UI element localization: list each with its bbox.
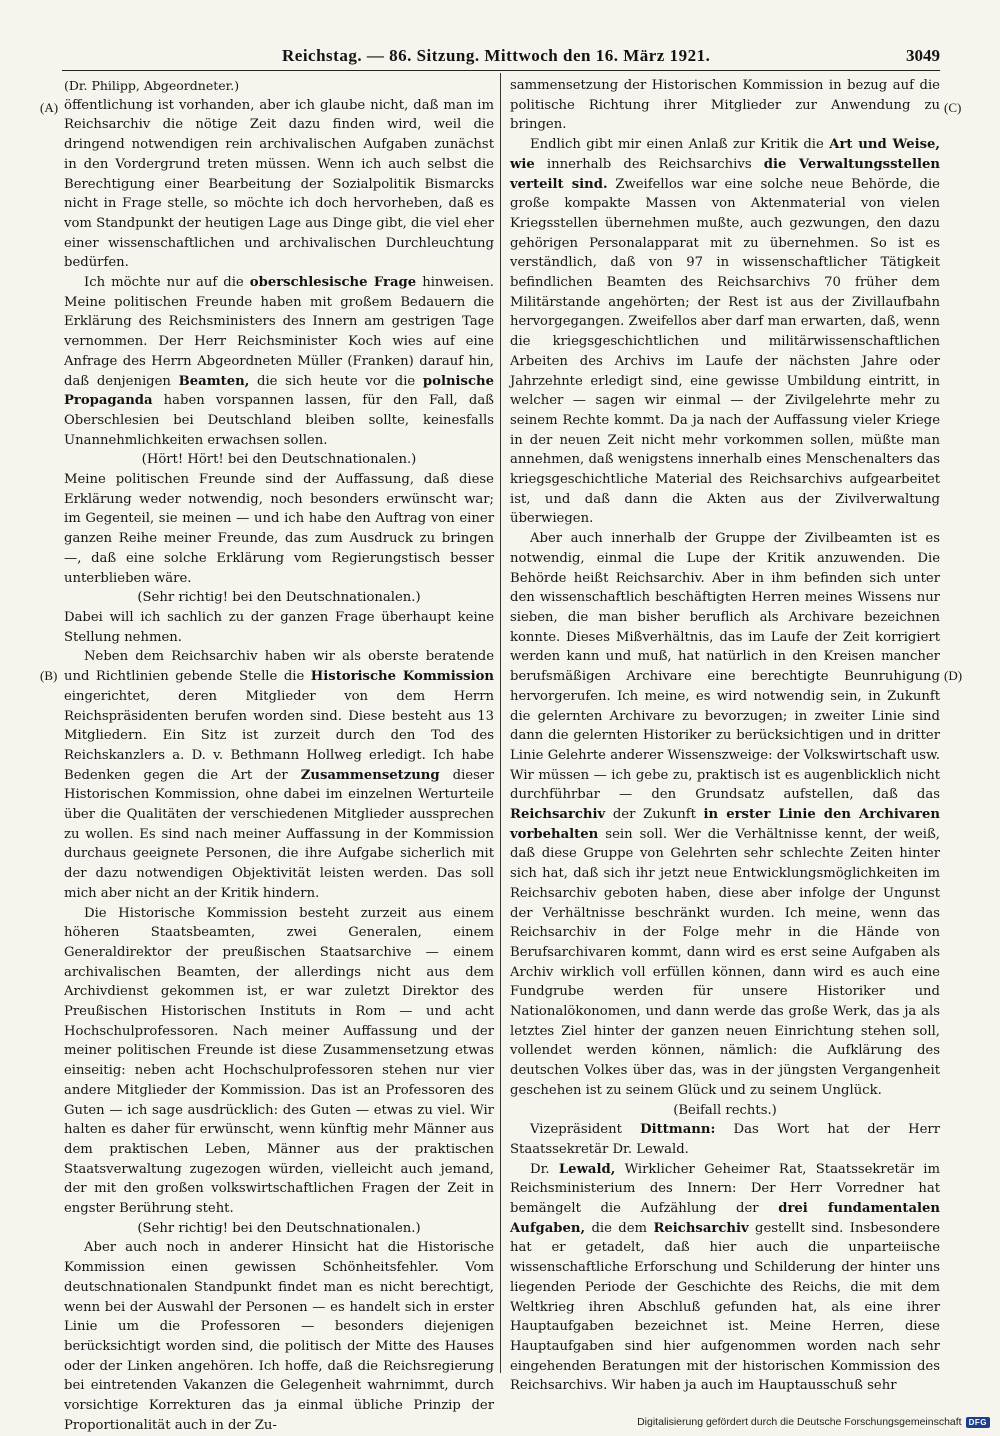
paragraph: öffentlichung ist vorhanden, aber ich glaube nicht, daß man im Reichsarchiv die nötige Zeit dazu finden wird, weil die dringend notwendigen rein archivalischen Aufgaben zunächst in den Vordergrund treten müssen. Wenn ich auch selbst die Berechtigung einer Bearbeitung der Sozialpolitik Bismarcks nicht in Frage stelle, so möchte ich doch hervorheben, daß es vom Standpunkt der heutigen Lage aus Dinge gibt, die viel eher einer wissenschaftlichen und archivalischen Durchleuchtung bedürfen. — [64, 97, 494, 271]
paragraph: Aber auch noch in anderer Hinsicht hat die Historische Kommission einen gewissen Schönheitsfehler. Vom deutschnationalen Standpunkt findet man es nicht berechtigt, wenn bei der Auswahl der Personen — es handelt sich in erster Linie um die Professoren — besonders diejenigen berücksichtigt worden sind, die politisch der Mitte des Hauses oder der Linken angehören. Ich hoffe, daß die Reichsregierung bei eintretenden Vakanzen die Gelegenheit wahrnimmt, durch vorsichtige Korrekturen das ja einmal übliche Prinzip der Proportionalität auch in der Zu- — [64, 1240, 494, 1433]
right-column — [510, 76, 940, 1396]
column-divider — [500, 73, 501, 1373]
paragraph: sammensetzung der Historischen Kommission in bezug auf die politische Richtung ihrer Mitglieder zur Anwendung zu bringen. — [510, 78, 940, 133]
footer-credit — [637, 1416, 990, 1428]
dfg-logo-icon: DFG — [966, 1417, 990, 1428]
header-rule — [62, 70, 940, 71]
paragraph: Neben dem Reichsarchiv haben wir als oberste beratende und Richtlinien gebende Stelle die Historische Kommission eingerichtet, deren Mitglieder von dem Herrn Reichspräsidenten berufen worden sind. Diese besteht aus 13 Mitgliedern. Ein Sitz ist zurzeit durch den Tod des Reichskanzlers a. D. v. Bethmann Hollweg erledigt. Ich habe Bedenken gegen die Art der Zusammensetzung dieser Historischen Kommission, ohne dabei im einzelnen Werturteile über die Qualitäten der verschiedenen Mitglieder aussprechen zu wollen. Es sind nach meiner Auffassung in der Kommission durchaus geeignete Personen, die ihre Aufgabe sicherlich mit der dazu notwendigen Objektivität leisten werden. Das soll mich aber nicht an der Kritik hindern. — [64, 649, 494, 901]
interjection: (Beifall rechts.) — [673, 1102, 777, 1118]
margin-marker-a: (A) — [40, 100, 59, 115]
header-title: Reichstag. — 86. Sitzung. Mittwoch den 16. März 1921. — [282, 46, 711, 65]
paragraph: Aber auch innerhalb der Gruppe der Zivilbeamten ist es notwendig, einmal die Lupe der Kritik anzuwenden. Die Behörde heißt Reichsarchiv. Aber in ihm befinden sich unter den wissenschaftlich beschäftigten Herren meines Wissens nur sieben, die man bisher beruflich als Archivare bezeichnen konnte. Dieses Mißverhältnis, das im Laufe der Zeit korrigiert werden kann und muß, hat natürlich in den Kreisen mancher berufsmäßigen Archivare eine berechtigte Beunruhigung hervorgerufen. Ich meine, es wird notwendig sein, in Zukunft die gelernten Archivare zu bevorzugen; in zweiter Linie sind dann die gelernten Historiker zu berücksichtigen und in dritter Linie Gelehrte anderer Wissenszweige: der Volkswirtschaft usw. Wir müssen — ich gebe zu, praktisch ist es augenblicklich nicht durchführbar — den Grundsatz aufstellen, daß das Reichsarchiv der Zukunft in erster Linie den Archivaren vorbehalten sein soll. Wer die Verhältnisse kennt, der weiß, daß diese Gruppe von Gelehrten sehr schlechte Zeiten hinter sich hat, daß sich ihr jetzt neue Entwicklungsmöglichkeiten im Reichsarchiv geboten haben, diese aber infolge der Ungunst der Verhältnisse beschränkt wurden. Ich meine, wenn das Reichsarchiv in der Folge mehr in die Hände von Berufsarchivaren kommt, dann wird es erst seine Aufgaben als Archiv wirklich voll erfüllen können, dann wird es auch eine Fundgrube werden für unsere Historiker und Nationalökonomen, und dann werde das große Werk, das ja als letztes Ziel hinter der ganzen neuen Einrichtung stehen soll, vollendet werden können, nämlich: die Aufklärung des deutschen Volkes über das, was in der jüngsten Vergangenheit geschehen ist zu seinem Glück und zu seinem Unglück. — [510, 531, 940, 1098]
paragraph: Dr. Lewald, Wirklicher Geheimer Rat, Staatssekretär im Reichsministerium des Innern: Der Herr Vorredner hat bemängelt die Aufzählung der drei fundamentalen Aufgaben, die dem Reichsarchiv gestellt sind. Insbesondere hat er getadelt, daß hier auch die unparteiische wissenschaftliche Erforschung und Schilderung der hinter uns liegenden Periode der Geschichte des Reichs, die mit dem Weltkrieg ihren Abschluß gefunden hat, als eine ihrer Hauptaufgaben bezeichnet ist. Meine Herren, diese Hauptaufgaben sind hier aufgenommen worden nach sehr eingehenden Beratungen mit der historischen Kommission des Reichsarchivs. Wir haben ja auch im Hauptausschuß sehr — [510, 1161, 941, 1394]
left-column — [64, 76, 494, 1436]
paragraph: Vizepräsident Dittmann: Das Wort hat der Herr Staatssekretär Dr. Lewald. — [510, 1122, 941, 1157]
paragraph: Endlich gibt mir einen Anlaß zur Kritik die Art und Weise, wie innerhalb des Reichsarchivs die Verwaltungsstellen verteilt sind. Zweifellos war eine solche neue Behörde, die große kompakte Massen von Aktenmaterial von vielen Kriegsstellen übernehmen mußte, auch gezwungen, den dazu gehörigen Personalapparat mit zu übernehmen. So ist es verständlich, daß von 97 in wissenschaftlicher Tätigkeit befindlichen Beamten des Reichsarchivs 70 früher dem Militärstande angehörten; der Rest ist aus der Zivillaufbahn hervorgegangen. Zweifellos aber darf man erwarten, daß, wenn die kriegsgeschichtlichen und militärwissenschaftlichen Arbeiten des Archivs im Laufe der nächsten Jahre oder Jahrzehnte erledigt sind, eine gewisse Umbildung eintritt, in welcher — sagen wir einmal — der Zivilgelehrte mehr zu seinem Rechte kommt. Da ja nach der Auffassung vieler Kriege in der neuen Zeit nicht mehr vorkommen sollen, müßte man annehmen, daß wenigstens innerhalb eines Menschenalters das kriegsgeschichtliche Material des Reichsarchivs aufgearbeitet ist, und daß dann die Akten aus der Zivilverwaltung überwiegen. — [510, 137, 940, 527]
speaker-attribution: (Dr. Philipp, Abgeordneter.) — [64, 78, 240, 93]
paragraph: Ich möchte nur auf die oberschlesische Frage hinweisen. Meine politischen Freunde haben mit großem Bedauern die Erklärung des Reichsministers des Innern am gestrigen Tage vernommen. Der Herr Reichsminister Koch wies auf eine Anfrage des Herrn Abgeordneten Müller (Franken) darauf hin, daß denjenigen Beamten, die sich heute vor die polnische Propaganda haben vorspannen lassen, für den Fall, daß Oberschlesien bei Deutschland bleiben sollte, keinesfalls Unannehmlichkeiten erwachsen sollen. — [64, 275, 494, 448]
paragraph: Dabei will ich sachlich zu der ganzen Frage überhaupt keine Stellung nehmen. — [64, 609, 494, 645]
margin-marker-c: (C) — [944, 100, 962, 115]
interjection: (Hört! Hört! bei den Deutschnationalen.) — [141, 452, 417, 468]
paragraph: Meine politischen Freunde sind der Auffassung, daß diese Erklärung weder notwendig, noch besonders erwünscht war; im Gegenteil, sie meinen — und ich habe den Auftrag von einer ganzen Reihe meiner Freunde, das zum Ausdruck zu bringen —, daß eine solche Erklärung vom Regierungstisch besser unterblieben wäre. — [64, 472, 494, 586]
footer-text: Digitalisierung gefördert durch die Deutsche Forschungsgemeinschaft — [637, 1416, 962, 1428]
page-header — [62, 44, 940, 70]
interjection: (Sehr richtig! bei den Deutschnationalen.) — [137, 1220, 421, 1236]
interjection: (Sehr richtig! bei den Deutschnationalen.) — [137, 590, 421, 606]
paragraph: Die Historische Kommission besteht zurzeit aus einem höheren Staatsbeamten, zwei Generalen, einem Generaldirektor der preußischen Staatsarchive — einem archivalischen Beamten, der allerdings nicht aus dem Archivdienst gekommen ist, er war zuletzt Direktor des Preußischen Historischen Instituts in Rom — und acht Hochschulprofessoren. Nach meiner Auffassung und der meiner politischen Freunde ist diese Zusammensetzung etwas einseitig: neben acht Hochschulprofessoren stehen nur vier andere Mitglieder der Kommission. Das ist an Professoren des Guten — ich sage ausdrücklich: des Guten — etwas zu viel. Wir halten es daher für erwünscht, wenn künftig mehr Männer aus dem praktischen Leben, Männer aus der praktischen Staatsverwaltung zugezogen würden, vielleicht auch jemand, der mit den großen volkswirtschaftlichen Fragen der Zeit in engster Berührung steht. — [64, 905, 494, 1217]
margin-marker-b: (B) — [40, 668, 58, 683]
margin-marker-d: (D) — [944, 668, 963, 683]
page-number: 3049 — [906, 46, 940, 65]
